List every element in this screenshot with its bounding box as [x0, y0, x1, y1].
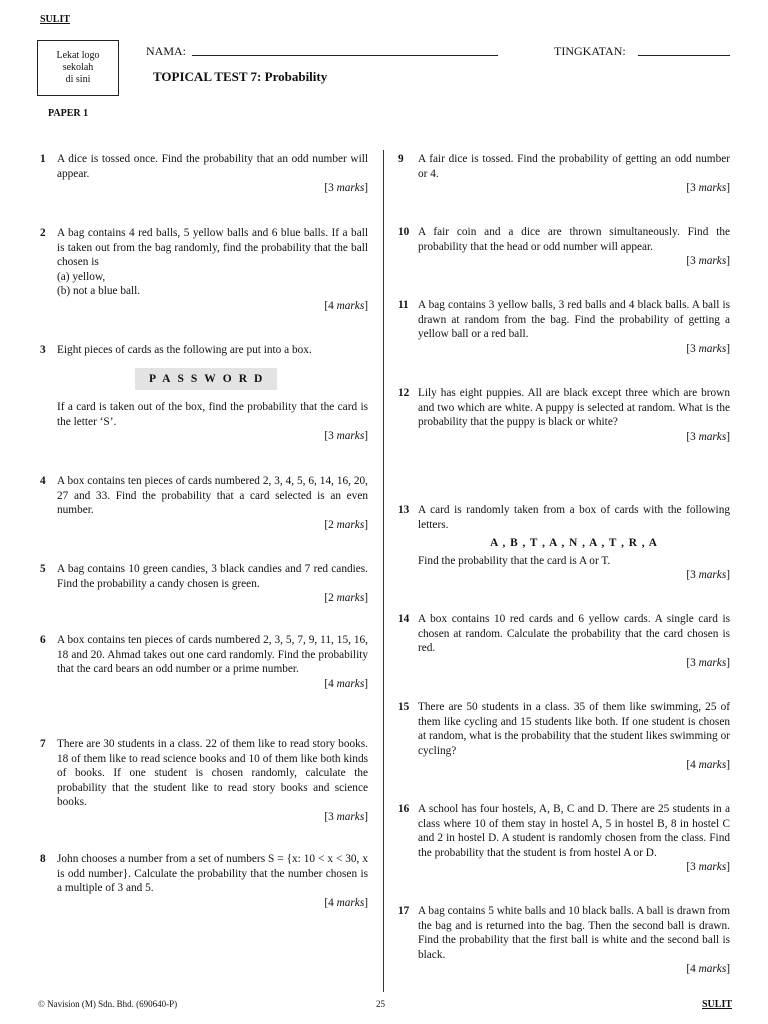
logo-placeholder-box	[37, 40, 119, 96]
question-number: 10	[398, 226, 410, 238]
question-6	[40, 633, 368, 691]
question-number: 5	[40, 563, 46, 575]
question-2	[40, 226, 368, 313]
question-number: 12	[398, 387, 410, 399]
marks-label: [3 marks]	[686, 861, 730, 873]
question-sub-a: (a) yellow,	[57, 270, 106, 283]
question-17	[398, 904, 730, 977]
question-text: A bag contains 4 red balls, 5 yellow balls and 6 blue balls. If a ball is taken out from the bag randomly, find the probability that the ball chosen is	[57, 227, 368, 268]
sulit-label-top: SULIT	[40, 14, 71, 25]
tingkatan-label: TINGKATAN:	[554, 44, 626, 58]
question-number: 16	[398, 803, 410, 815]
nama-label: NAMA:	[146, 44, 187, 58]
footer-sulit-label: SULIT	[702, 999, 733, 1010]
marks-label: [4 marks]	[324, 896, 368, 909]
question-text: There are 50 students in a class. 35 of them like swimming, 25 of them like cycling and 15 students like both. If one student is chosen at random, what is the probability that the student likes swimming or cycling?	[418, 701, 730, 757]
question-11	[398, 298, 730, 356]
question-text: A card is randomly taken from a box of cards with the following letters.	[418, 504, 730, 531]
question-number: 3	[40, 344, 46, 356]
paper-label: PAPER 1	[48, 108, 89, 119]
question-text: A dice is tossed once. Find the probability that an odd number will appear.	[57, 153, 368, 180]
question-number: 2	[40, 227, 46, 239]
question-text-2: If a card is taken out of the box, find the probability that the card is the letter ‘S’.	[57, 401, 368, 428]
test-title: TOPICAL TEST 7: Probability	[153, 69, 328, 84]
logo-text-line: sekolah	[62, 62, 94, 73]
question-15	[398, 700, 730, 773]
footer-page-number: 25	[376, 999, 385, 1009]
question-text: Eight pieces of cards as the following are put into a box.	[57, 344, 312, 356]
marks-label: [3 marks]	[686, 569, 730, 581]
question-number: 11	[398, 299, 409, 311]
question-text: A bag contains 5 white balls and 10 black balls. A ball is drawn from the bag and is returned into the bag. Then the second ball is drawn. Find the probability that the first ball is white and the second ball is black.	[418, 905, 730, 961]
question-number: 8	[40, 853, 46, 865]
question-text: A bag contains 3 yellow balls, 3 red balls and 4 black balls. A ball is drawn at random from the bag. Find the probability of getting a yellow ball or a red ball.	[418, 299, 730, 340]
question-text: A box contains ten pieces of cards numbered 2, 3, 5, 7, 9, 11, 15, 16, 18 and 20. Ahmad takes out one card randomly. Find the probability that the card bears an odd number or a prime number.	[57, 634, 368, 675]
question-number: 9	[398, 153, 404, 165]
marks-label: [3 marks]	[686, 255, 730, 267]
question-14	[398, 612, 730, 670]
marks-label: [3 marks]	[686, 430, 730, 443]
logo-text-line: di sini	[65, 74, 91, 85]
password-card-box: PASSWORD	[135, 368, 277, 391]
marks-label: [4 marks]	[686, 759, 730, 771]
marks-label: [4 marks]	[324, 677, 368, 690]
question-number: 4	[40, 475, 46, 487]
question-number: 13	[398, 504, 410, 516]
marks-label: [3 marks]	[686, 182, 730, 194]
column-divider	[383, 150, 384, 992]
question-13	[398, 503, 730, 583]
question-12	[398, 386, 730, 444]
question-7	[40, 737, 368, 824]
question-text: A fair dice is tossed. Find the probability of getting an odd number or 4.	[418, 153, 730, 180]
question-sub-b: (b) not a blue ball.	[57, 285, 141, 297]
marks-label: [4 marks]	[324, 299, 368, 312]
question-text: Lily has eight puppies. All are black except three which are brown and two which are white. A puppy is selected at random. What is the probability that the puppy is black or white?	[418, 387, 730, 428]
marks-label: [3 marks]	[324, 810, 368, 823]
question-8	[40, 852, 368, 910]
question-text: There are 30 students in a class. 22 of them like to read story books. 18 of them like to read science books and 10 of them like both kinds of books. If one student is chosen randomly, calculate the probability that the student like to read story books and science books.	[57, 738, 368, 808]
question-number: 7	[40, 738, 46, 750]
question-16	[398, 802, 730, 875]
question-text-2: Find the probability that the card is A or T.	[418, 554, 611, 567]
question-number: 14	[398, 613, 410, 625]
question-text: John chooses a number from a set of numbers S = {x: 10 < x < 30, x is odd number}. Calculate the probability that the number chosen is a multiple of 3 and 5.	[57, 853, 368, 894]
question-5	[40, 562, 368, 606]
question-text: A box contains ten pieces of cards numbered 2, 3, 4, 5, 6, 14, 16, 20, 27 and 33. Find the probability that a card selected is an even number.	[57, 475, 368, 516]
logo-text-line: Lekat logo	[56, 50, 100, 61]
question-9	[398, 152, 730, 196]
question-text: A box contains 10 red cards and 6 yellow cards. A single card is chosen at random. Calculate the probability that the card chosen is red.	[418, 613, 730, 654]
nama-field-line	[192, 55, 498, 56]
question-number: 17	[398, 905, 410, 917]
marks-label: [2 marks]	[324, 592, 368, 604]
question-text: A school has four hostels, A, B, C and D. There are 25 students in a class where 10 of them stay in hostel A, 5 in hostel B, 8 in hostel C and 2 in hostel D. A student is randomly chosen from the class. Find the probability that the student is from hostel A or D.	[418, 803, 730, 859]
marks-label: [3 marks]	[324, 182, 368, 194]
question-text: A bag contains 10 green candies, 3 black candies and 7 red candies. Find the probability a candy chosen is green.	[57, 563, 368, 590]
marks-label: [2 marks]	[324, 518, 368, 531]
marks-label: [4 marks]	[686, 963, 730, 975]
marks-label: [3 marks]	[324, 430, 368, 442]
marks-label: [3 marks]	[686, 342, 730, 355]
tingkatan-field-line	[638, 55, 730, 56]
footer-copyright: © Navision (M) Sdn. Bhd. (690640-P)	[38, 999, 178, 1009]
question-1	[40, 152, 368, 196]
letters-line: A , B , T , A , N , A , T , R , A	[490, 537, 658, 549]
question-10	[398, 225, 730, 269]
question-number: 1	[40, 153, 46, 165]
marks-label: [3 marks]	[686, 656, 730, 669]
question-number: 6	[40, 634, 46, 646]
question-4	[40, 474, 368, 532]
question-number: 15	[398, 701, 410, 713]
question-3	[40, 343, 368, 444]
question-text: A fair coin and a dice are thrown simultaneously. Find the probability that the head or odd number will appear.	[418, 226, 730, 253]
